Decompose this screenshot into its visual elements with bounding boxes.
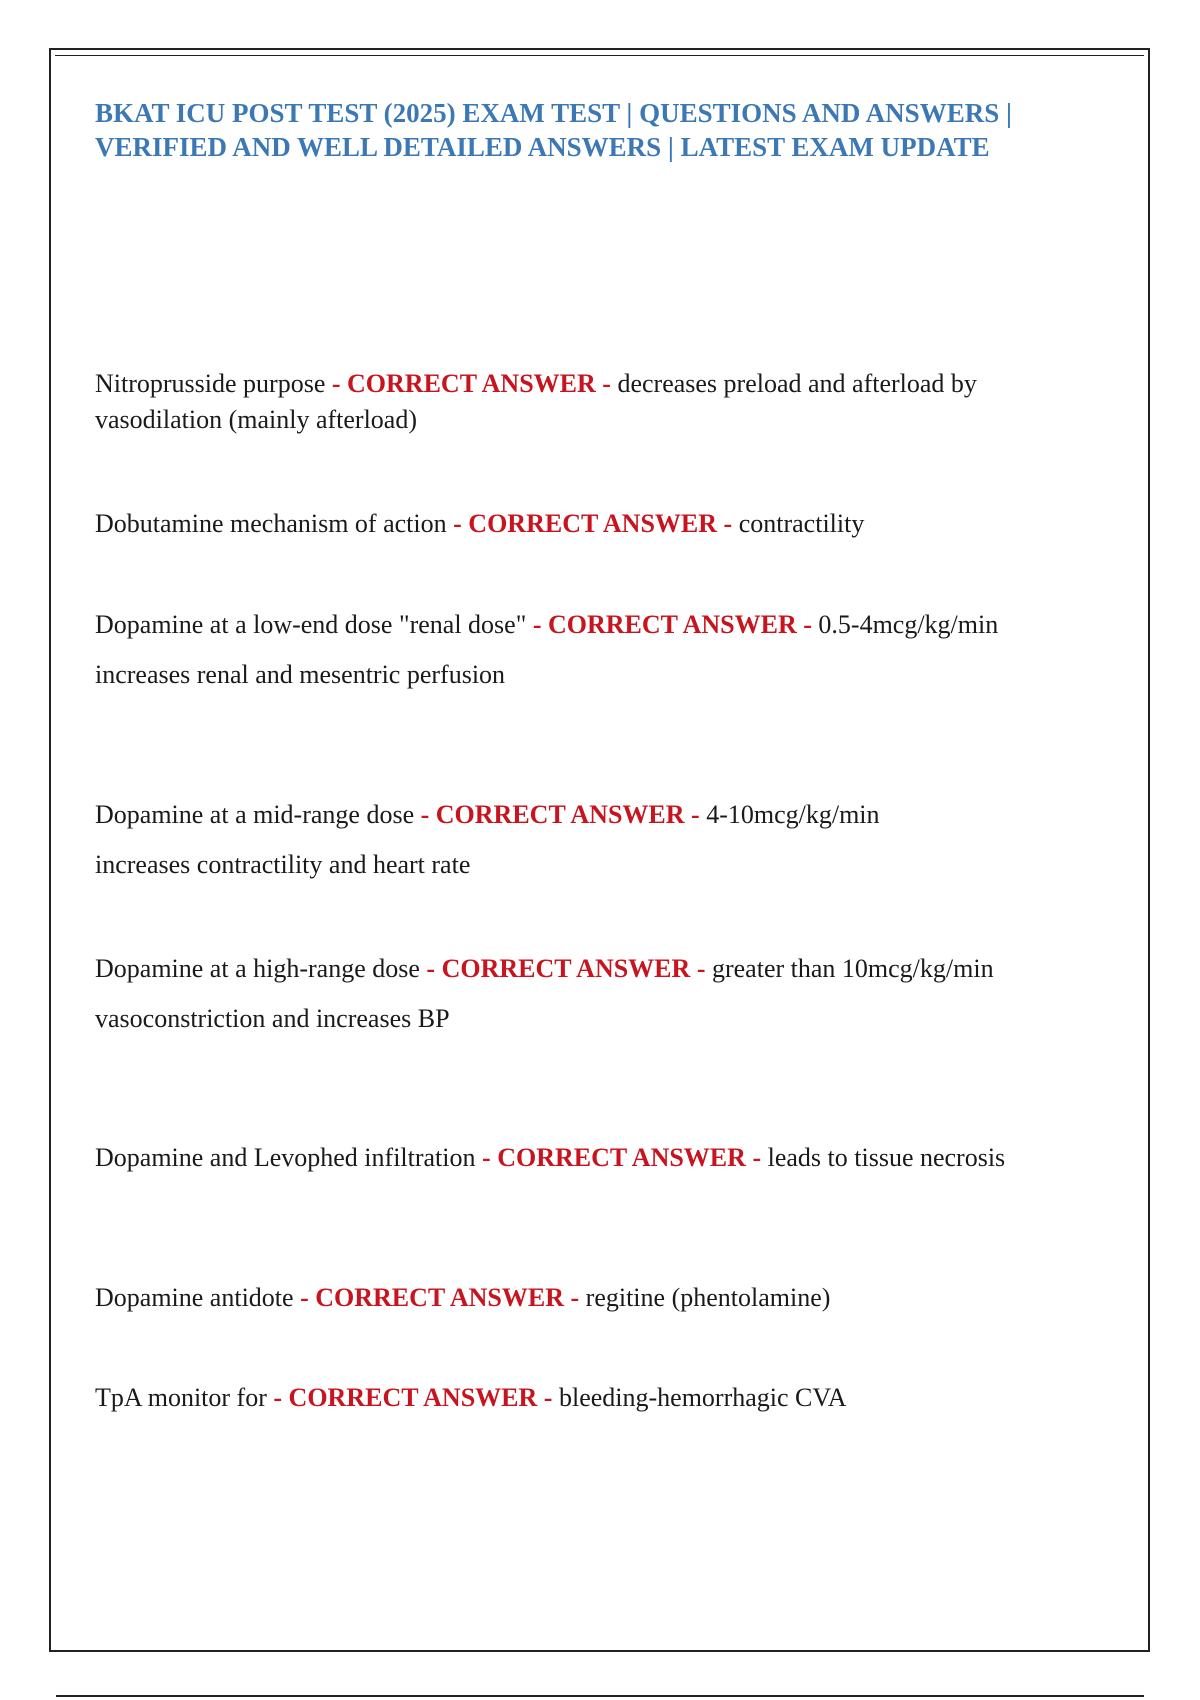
next-page-edge [56,1695,1144,1697]
separator: - [325,369,348,398]
qa-entry [95,1280,1075,1316]
qa-line [95,951,1075,987]
separator: - [684,800,707,829]
separator: - [717,509,739,538]
answer-marker: CORRECT ANSWER [435,800,685,829]
answer-text: contractility [738,509,865,538]
answer-text: bleeding-hemorrhagic CVA [558,1383,847,1412]
answer-marker: CORRECT ANSWER [441,954,691,983]
qa-entry [95,1140,1075,1176]
answer-marker: CORRECT ANSWER [315,1283,564,1312]
question-text: Dopamine antidote [95,1283,294,1312]
qa-line [95,797,1075,833]
answer-marker: CORRECT ANSWER [547,610,797,639]
question-text: Nitroprusside purpose [95,369,326,398]
question-text: Dobutamine mechanism of action [95,509,447,538]
answer-marker: CORRECT ANSWER [347,369,596,398]
frame-top-rule [55,55,1144,56]
separator: - [745,1143,768,1172]
answer-detail: increases renal and mesentric perfusion [95,660,506,689]
answer-text: regitine (phentolamine) [585,1283,831,1312]
separator: - [563,1283,586,1312]
question-text: Dopamine at a mid-range dose [95,800,415,829]
answer-detail: increases contractility and heart rate [95,850,471,879]
separator: - [796,610,819,639]
qa-line [95,1140,1075,1176]
separator: - [293,1283,316,1312]
answer-detail: vasoconstriction and increases BP [95,1004,450,1033]
separator: - [690,954,712,983]
separator: - [526,610,548,639]
question-text: Dopamine at a high-range dose [95,954,420,983]
question-text: Dopamine at a low-end dose "renal dose" [95,610,527,639]
qa-line [95,607,1075,643]
qa-line [95,1280,1075,1316]
separator: - [414,800,436,829]
answer-marker: CORRECT ANSWER [288,1383,538,1412]
answer-text: decreases preload and afterload by vasodilation (mainly afterload) [95,369,977,434]
answer-text: 0.5-4mcg/kg/min [818,610,999,639]
separator: - [446,509,469,538]
qa-entry [95,366,1075,438]
separator: - [266,1383,289,1412]
question-text: Dopamine and Levophed infiltration [95,1143,476,1172]
qa-line [95,366,1075,438]
separator: - [475,1143,498,1172]
qa-entry [95,607,1075,693]
qa-entry [95,951,1075,1037]
separator: - [595,369,618,398]
answer-marker: CORRECT ANSWER [468,509,718,538]
answer-text: greater than 10mcg/kg/min [711,954,994,983]
qa-line [95,1380,1075,1416]
question-text: TpA monitor for [95,1383,267,1412]
qa-entry [95,506,1075,542]
answer-marker: CORRECT ANSWER [497,1143,746,1172]
qa-entry [95,1380,1075,1416]
qa-entry [95,797,1075,883]
separator: - [537,1383,559,1412]
separator: - [419,954,442,983]
answer-text: leads to tissue necrosis [767,1143,1006,1172]
qa-line [95,506,1075,542]
document-title: BKAT ICU POST TEST (2025) EXAM TEST | QUESTIONS AND ANSWERS | VERIFIED AND WELL DETAILED ANSWERS | LATEST EXAM UPDATE [95,98,1012,162]
answer-text: 4-10mcg/kg/min [706,800,880,829]
